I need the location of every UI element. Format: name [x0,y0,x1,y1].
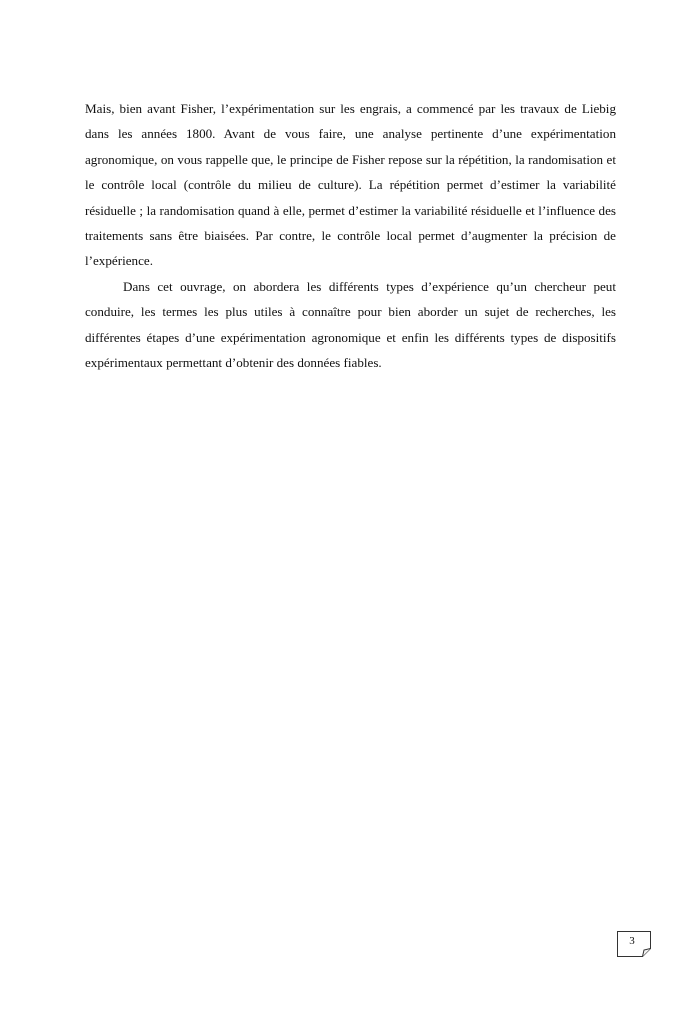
paragraph-outline: Dans cet ouvrage, on abordera les différents types d’expérience qu’un chercheur peut conduire, les termes les plus utiles à connaître pour bien aborder un sujet de recherches, les différentes étapes d’une expérimentation agronomique et enfin les différents types de dispositifs expérimentaux permettant d’obtenir des données fiables. [85,278,616,371]
page-number: 3 [629,935,635,947]
page-number-badge [617,931,651,957]
paragraph-intro: Mais, bien avant Fisher, l’expérimentation sur les engrais, a commencé par les travaux de Liebig dans les années 1800. Avant de vous faire, une analyse pertinente d’une expérimentation agronomique, on vous rappelle que, le principe de Fisher repose sur la répétition, la randomisation et le contrôle local (contrôle du milieu de culture). La répétition permet d’estimer la variabilité résiduelle ; la randomisation quand à elle, permet d’estimer la variabilité résiduelle et l’influence des traitements sans être biaisées. Par contre, le contrôle local permet d’augmenter la précision de l’expérience. [85,101,616,269]
document-body [85,96,616,375]
